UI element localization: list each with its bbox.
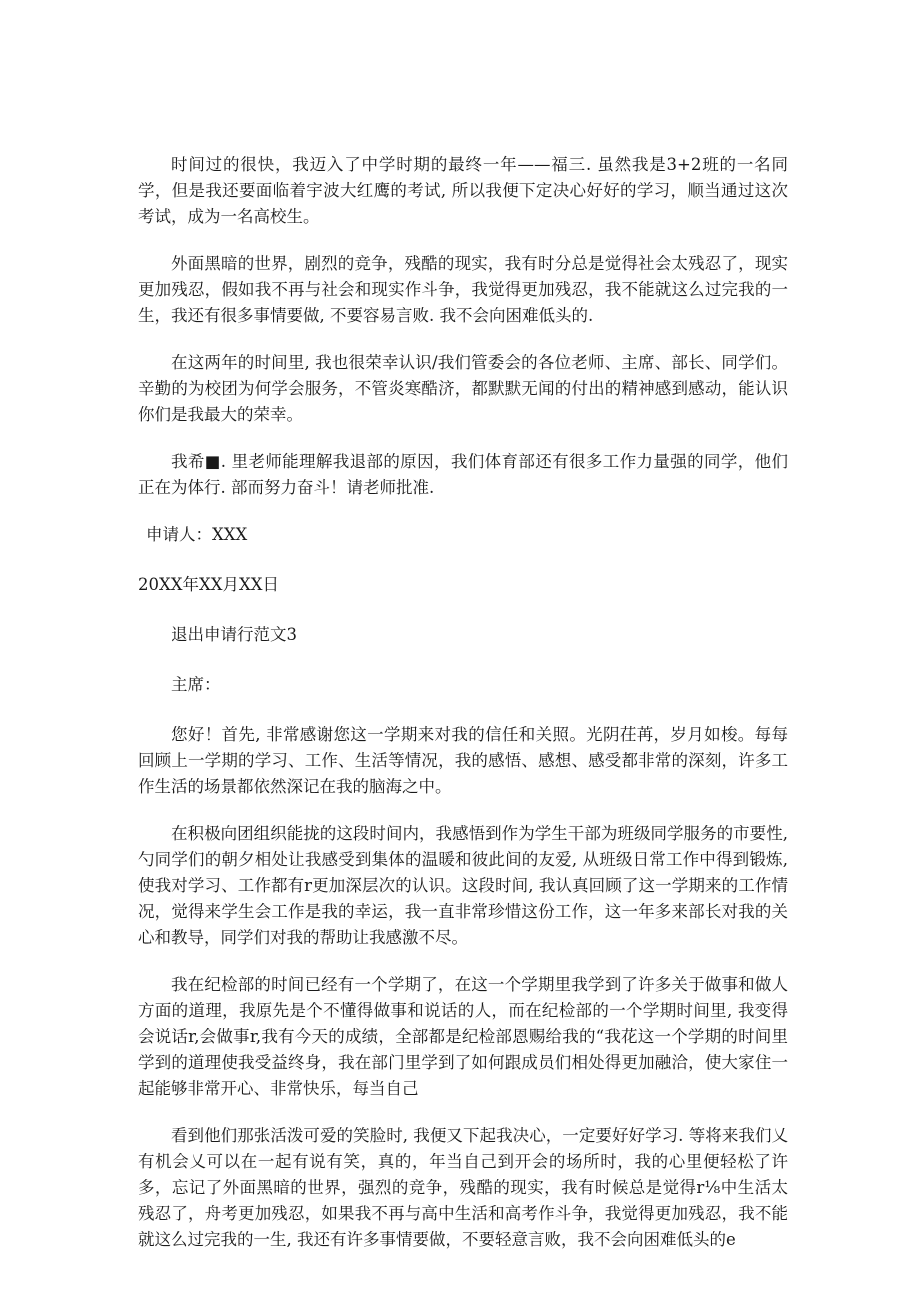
salutation: 主席： [171, 675, 221, 694]
paragraph-2: 外面黑暗的世界，剧烈的竞争，残酷的现实，我有时分总是觉得社会太残忍了，现实更加残忍，假如我不再与社会和现实作斗争，我觉得更加残忍，我不能就这么过完我的一生，我还有很多事情要做, 不要容易言败. 我不会向困难低头的. [138, 254, 788, 325]
section-title: 退出申请行范文3 [171, 625, 297, 644]
paragraph-5: 您好！首先, 非常感谢您这一学期来对我的信任和关照。光阴茌苒，岁月如梭。每每回顾上一学期的学习、工作、生活等情况，我的感悟、感想、感受都非常的深刻，许多工作生活的场景都依然深记在我的脑海之中。 [138, 725, 788, 796]
paragraph-7: 我在纪检部的时间已经有一个学期了，在这一个学期里我学到了许多关于做事和做人方面的道理，我原先是个不懂得做事和说话的人，而在纪检部的一个学期时间里, 我变得会说话r,会做事r,我有今天的成绩，全部都是纪检部恩赐给我的“我花这一个学期的时间里学到的道理使我受益终身，我在部门里学到了如何跟成员们相处得更加融洽，使大家住一起能够非常开心、非常快乐，每当自己 [138, 975, 788, 1098]
paragraph-4: 我希■. 里老师能理解我退部的原因，我们体育部还有很多工作力量强的同学，他们正在为体行. 部而努力奋斗！请老师批准. [138, 452, 788, 497]
paragraph-3: 在这两年的时间里, 我也很荣幸认识/我们管委会的各位老师、主席、部长、同学们。辛勤的为校团为何学会服务，不管炎寒酷济，都默默无闻的付出的精神感到感动，能认识你们是我最大的荣幸。 [138, 353, 788, 424]
paragraph-8: 看到他们那张活泼可爱的笑脸时, 我便又下起我决心，一定要好好学习. 等将来我们乂有机会乂可以在一起有说有笑，真的，年当自己到开会的场所时，我的心里便轻松了许多，忘记了外面黑暗的世界，强烈的竞争，残酷的现实，我有时候总是觉得r⅛中生活太残忍了，舟考更加残忍，如果我不再与高中生活和高考作斗争，我觉得更加残忍，我不能就这么过完我的一生, 我还有许多事情要做，不要轻意言败，我不会向困难低头的e [138, 1126, 788, 1249]
applicant-line: 申请人：XXX [146, 525, 248, 544]
document-body [138, 152, 788, 1253]
paragraph-6: 在积极向团组织能拢的这段时间内，我感悟到作为学生干部为班级同学服务的市要性, 勺同学们的朝夕相处让我感受到集体的温暖和彼此间的友爱, 从班级日常工作中得到锻炼, 使我对学习、工作都有r更加深层次的认识。这段时间, 我认真回顾了这一学期来的工作情况，觉得来学生会工作是我的幸运，我一直非常珍惜这份工作，这一年多来部长对我的关心和教导，同学们对我的帮助让我感激不尽。 [138, 824, 788, 947]
paragraph-1: 时间过的很快，我迈入了中学时期的最终一年——福三. 虽然我是3+2班的一名同学，但是我还要面临着宇波大红鹰的考试, 所以我便下定决心好好的学习，顺当通过这次考试，成为一名高校生。 [138, 155, 788, 226]
date-line: 20XX年XX月XX日 [138, 575, 279, 594]
